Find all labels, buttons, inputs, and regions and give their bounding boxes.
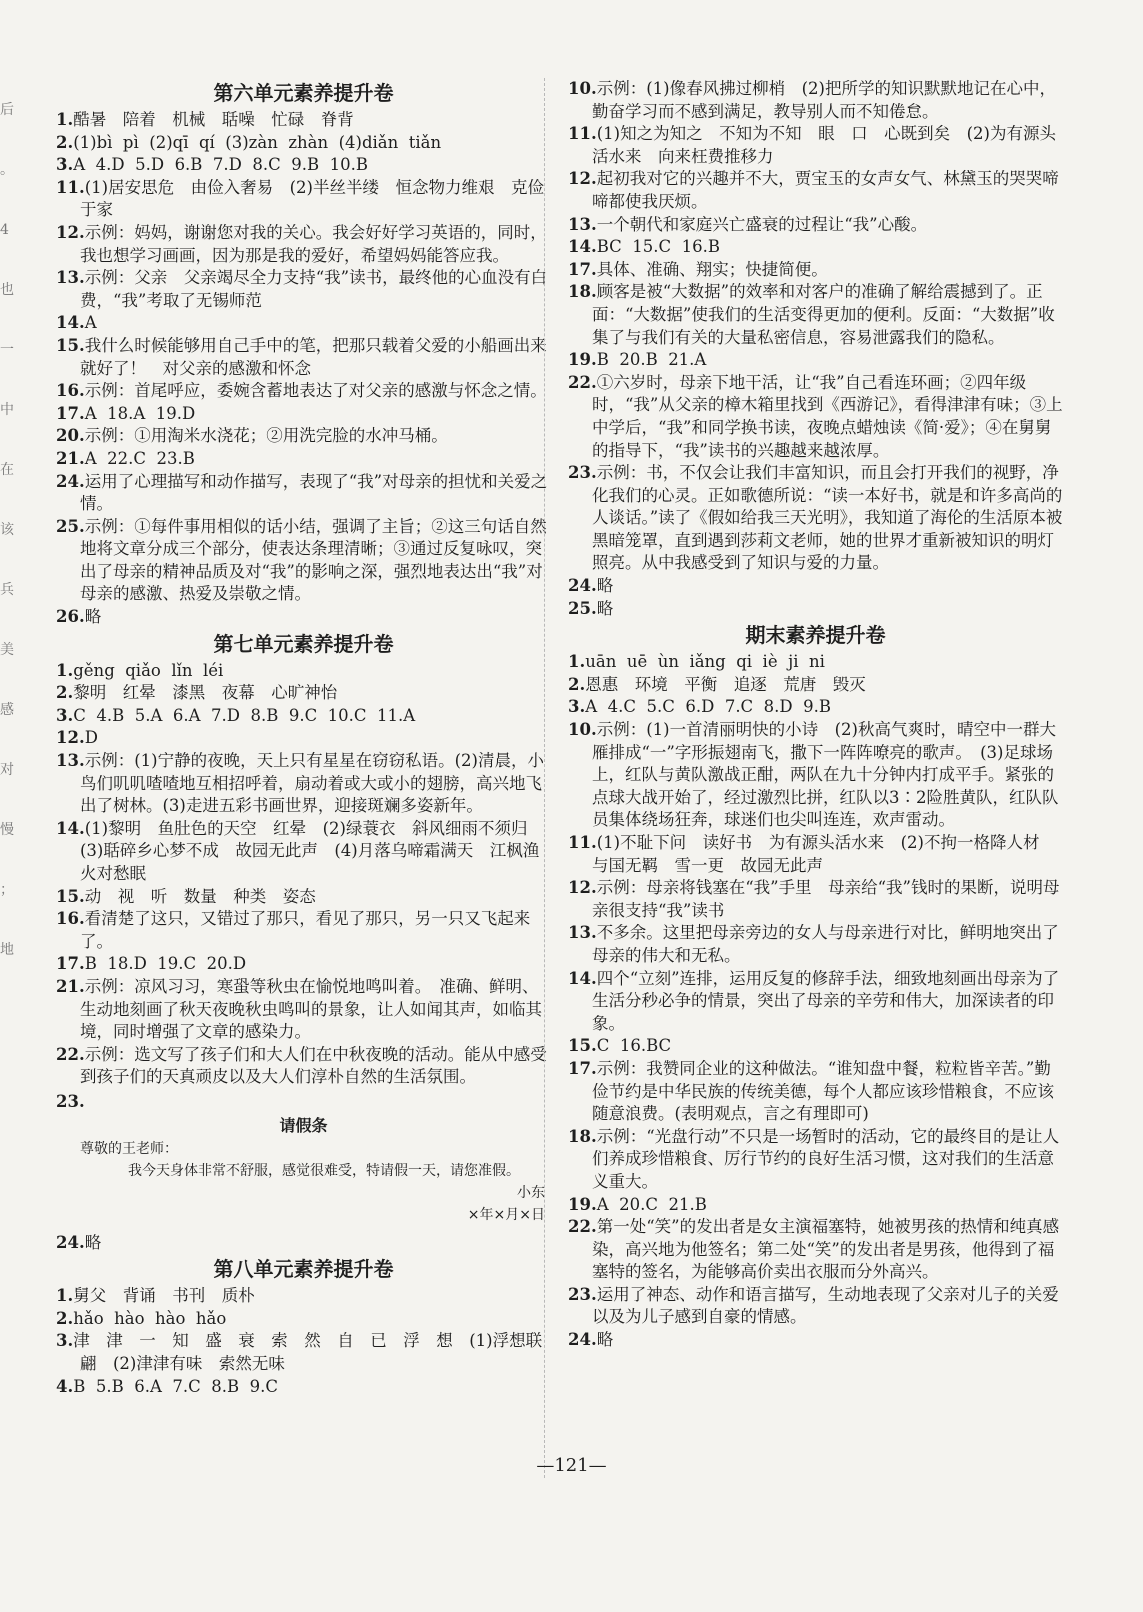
- question-number: 2.: [568, 674, 586, 694]
- note-title: 请假条: [279, 1115, 328, 1135]
- answer-item: [56, 908, 551, 953]
- question-number: 18.: [568, 1126, 597, 1146]
- answer-text: 示例：(1)一首清丽明快的小诗 (2)秋高气爽时，晴空中一群大雁排成“一”字形振翅南飞，撒下一阵阵嘹亮的歌声。 (3)足球场上，红队与黄队激战正酣，两队在九十分钟内打成平手。紧张的点球大战开始了，经过激烈比拼，红队以3∶2险胜黄队，红队队员集体绕场狂奔，球迷们也尖叫连连，欢声雷动。: [592, 720, 1059, 830]
- answer-text: 示例：书，不仅会让我们丰富知识，而且会打开我们的视野，净化我们的心灵。正如歌德所说：“读一本好书，就是和许多高尚的人谈话。”读了《假如给我三天光明》，我知道了海伦的生活原本被黑暗笼罩，直到遇到莎莉文老师，她的世界才重新被知识的明灯照亮。从中我感受到了知识与爱的力量。: [592, 463, 1063, 573]
- answer-text: 示例：选文写了孩子们和大人们在中秋夜晚的活动。能从中感受到孩子们的天真顽皮以及大人们淳朴自然的生活氛围。: [80, 1044, 547, 1087]
- answer-item: [56, 132, 551, 155]
- answer-item: [568, 78, 1063, 123]
- answer-item: [56, 448, 551, 471]
- answer-item: [568, 214, 1063, 237]
- question-number: 21.: [56, 448, 85, 468]
- answer-item: [568, 1194, 1063, 1217]
- question-number: 2.: [56, 683, 74, 703]
- answer-text: (1)居安思危 由俭入奢易 (2)半丝半缕 恒念物力维艰 克俭于家: [80, 177, 544, 220]
- question-number: 14.: [568, 968, 597, 988]
- answer-item: [56, 682, 551, 705]
- answer-item: [568, 598, 1063, 621]
- answer-text: 一个朝代和家庭兴亡盛衰的过程让“我”心酸。: [596, 214, 928, 234]
- question-number: 10.: [568, 720, 597, 740]
- question-number: 1.: [56, 110, 74, 129]
- question-number: 16.: [56, 909, 85, 929]
- answer-text: A 20.C 21.B: [596, 1194, 707, 1214]
- answer-text: BC 15.C 16.B: [596, 237, 720, 257]
- answer-text: 动 视 听 数量 种类 姿态: [84, 886, 316, 906]
- answer-text: ①六岁时，母亲下地干活，让“我”自己看连环画；②四年级时，“我”从父亲的樟木箱里找到《西游记》，看得津津有味；③上中学后，“我”和同学换书读，夜晚点蜡烛读《简·爱》；④在舅舅的指导下，“我”读书的兴趣越来越浓厚。: [592, 372, 1063, 460]
- question-number: 13.: [568, 923, 597, 943]
- answer-text: 示例：(1)像春风拂过柳梢 (2)把所学的知识默默地记在心中，勤奋学习而不感到满足，教导别人而不知倦怠。: [592, 79, 1056, 121]
- question-number: 23.: [568, 1284, 597, 1304]
- answer-item: [568, 168, 1063, 213]
- section-title: 第八单元素养提升卷: [213, 1257, 394, 1282]
- answer-text: 示例：①用淘米水浇花；②用洗完脸的水冲马桶。: [84, 426, 448, 446]
- answer-item: [56, 471, 551, 516]
- answer-item: [568, 1058, 1063, 1126]
- answer-text: A 4.C 5.C 6.D 7.C 8.D 9.B: [585, 697, 832, 717]
- question-number: 3.: [56, 1331, 74, 1351]
- answer-item: [568, 259, 1063, 282]
- question-number: 3.: [568, 697, 586, 717]
- answer-item: [568, 651, 1063, 674]
- question-number: 22.: [568, 1217, 597, 1237]
- answer-item: [56, 1091, 551, 1114]
- question-number: 12.: [56, 222, 85, 242]
- edge-char: 美: [0, 642, 14, 658]
- answer-item: [56, 222, 551, 267]
- question-number: 10.: [568, 79, 597, 98]
- answer-item: [56, 818, 551, 886]
- edge-char: 后: [0, 102, 14, 118]
- question-number: 12.: [56, 728, 85, 748]
- answer-text: 顾客是被“大数据”的效率和对客户的准确了解给震撼到了。正面：“大数据”使我们的生活变得更加的便利。反面：“大数据”收集了与我们有关的大量私密信息，容易泄露我们的隐私。: [592, 282, 1055, 347]
- question-number: 24.: [56, 1232, 85, 1252]
- answer-item: [56, 606, 551, 629]
- answer-item: [568, 1126, 1063, 1194]
- answer-text: 略: [84, 1232, 102, 1252]
- answer-item: [56, 516, 551, 606]
- answer-item: [56, 1330, 551, 1375]
- answer-item: [56, 109, 551, 132]
- answer-text: C 4.B 5.A 6.A 7.D 8.B 9.C 10.C 11.A: [73, 705, 416, 725]
- answer-text: 我什么时候能够用自己手中的笔，把那只载着父爱的小船画出来就好了！ 对父亲的感激和怀念: [80, 335, 547, 378]
- answer-text: 黎明 红晕 漆黑 夜幕 心旷神怡: [73, 683, 338, 703]
- edge-char: 中: [0, 402, 14, 418]
- note-greeting: 尊敬的王老师：: [80, 1140, 178, 1157]
- answer-item: [56, 267, 551, 312]
- question-number: 15.: [568, 1036, 597, 1056]
- answer-item: [56, 1285, 551, 1308]
- answer-item: [568, 719, 1063, 832]
- question-number: 20.: [56, 426, 85, 446]
- question-number: 22.: [56, 1044, 85, 1064]
- answer-text: 示例：①每件事用相似的话小结，强调了主旨；②这三句话自然地将文章分成三个部分，使表达条理清晰；③通过反复咏叹，突出了母亲的精神品质及对“我”的影响之深，强烈地表达出“我”对母亲的感激、热爱及崇敬之情。: [80, 516, 547, 604]
- answer-text: (1)黎明 鱼肚色的天空 红晕 (2)绿蓑衣 斜风细雨不须归 (3)聒碎乡心梦不成 故园无此声 (4)月落乌啼霜满天 江枫渔火对愁眠: [80, 818, 544, 883]
- answer-item: [568, 832, 1063, 877]
- question-number: 13.: [56, 268, 85, 288]
- question-number: 11.: [568, 124, 597, 144]
- answer-text: B 18.D 19.C 20.D: [84, 954, 247, 974]
- answer-text: 具体、准确、翔实；快捷简便。: [596, 259, 828, 279]
- edge-char: ；: [0, 882, 14, 898]
- answer-item: [568, 462, 1063, 575]
- edge-char: 地: [0, 942, 14, 958]
- answer-item: [568, 575, 1063, 598]
- edge-char: 在: [0, 462, 14, 478]
- question-number: 12.: [568, 169, 597, 189]
- question-number: 11.: [56, 177, 85, 197]
- question-number: 3.: [56, 155, 74, 175]
- section-title: 第七单元素养提升卷: [213, 631, 394, 656]
- question-number: 17.: [56, 403, 85, 423]
- edge-char: 一: [0, 342, 14, 358]
- note-text: 我今天身体非常不舒服，感觉很难受，特请假一天，请您准假。: [128, 1162, 520, 1179]
- question-number: 25.: [568, 598, 597, 618]
- answer-item: [568, 968, 1063, 1036]
- answer-text: B 20.B 21.A: [596, 350, 707, 370]
- answer-item: [568, 696, 1063, 719]
- answer-text: 第一处“笑”的发出者是女主演福塞特，她被男孩的热情和纯真感染，高兴地为他签名；第二处“笑”的发出者是男孩，他得到了福塞特的签名，为能够高价卖出衣服而分外高兴。: [592, 1217, 1060, 1282]
- right-column: [568, 78, 1063, 1352]
- answer-item: [56, 1232, 551, 1255]
- answer-text: C 16.BC: [596, 1036, 672, 1056]
- answer-item: [56, 1044, 551, 1089]
- answer-item: [568, 1216, 1063, 1284]
- question-number: 24.: [568, 576, 597, 596]
- question-number: 16.: [56, 381, 85, 401]
- answer-text: 略: [596, 576, 614, 596]
- answer-text: 示例：妈妈，谢谢您对我的关心。我会好好学习英语的，同时，我也想学习画画，因为那是我的爱好，希望妈妈能答应我。: [80, 222, 547, 265]
- answer-text: 看清楚了这只，又错过了那只，看见了那只，另一只又飞起来了。: [80, 909, 531, 951]
- note-signature: 小东: [517, 1184, 545, 1201]
- question-number: 17.: [56, 954, 85, 974]
- answer-item: [568, 922, 1063, 967]
- answer-item: [568, 1035, 1063, 1058]
- edge-char: 该: [0, 522, 14, 538]
- question-number: 13.: [56, 751, 85, 771]
- answer-text: 略: [596, 598, 614, 618]
- answer-text: 酷暑 陪着 机械 聒噪 忙碌 脊背: [73, 110, 354, 129]
- answer-text: gěng qiǎo lǐn léi: [73, 660, 224, 680]
- edge-char: 。: [0, 162, 14, 178]
- answer-text: D: [84, 728, 98, 748]
- answer-item: [568, 1329, 1063, 1352]
- question-number: 15.: [56, 886, 85, 906]
- answer-text: 起初我对它的兴趣并不大，贾宝玉的女声女气、林黛玉的哭哭啼啼都使我厌烦。: [592, 169, 1059, 211]
- left-edge-margin: [0, 80, 18, 1480]
- answer-item: [56, 886, 551, 909]
- answer-item: [56, 976, 551, 1044]
- answer-text: 示例：首尾呼应，委婉含蓄地表达了对父亲的感激与怀念之情。: [84, 381, 547, 401]
- question-number: 18.: [568, 282, 597, 302]
- answer-item: [56, 312, 551, 335]
- answer-text: 恩惠 环境 平衡 追逐 荒唐 毁灭: [585, 674, 866, 694]
- question-number: 21.: [56, 976, 85, 996]
- answer-item: [56, 1308, 551, 1331]
- edge-char: 感: [0, 702, 14, 718]
- answer-text: hǎo hào hào hǎo: [73, 1308, 227, 1328]
- question-number: 19.: [568, 1194, 597, 1214]
- question-number: 19.: [568, 350, 597, 370]
- question-number: 22.: [568, 372, 597, 392]
- column-divider: [544, 78, 545, 1478]
- answer-text: 示例：我赞同企业的这种做法。“谁知盘中餐，粒粒皆辛苦。”勤俭节约是中华民族的传统美德，每个人都应该珍惜粮食，不应该随意浪费。(表明观点，言之有理即可): [592, 1058, 1054, 1124]
- question-number: 24.: [568, 1330, 597, 1350]
- answer-text: 示例：(1)宁静的夜晚，天上只有星星在窃窃私语。(2)清晨，小鸟们叽叽喳喳地互相招呼着，扇动着或大或小的翅膀，高兴地飞出了树林。(3)走进五彩书画世界，迎接斑斓多姿新年。: [80, 751, 544, 816]
- answer-text: B 5.B 6.A 7.C 8.B 9.C: [73, 1376, 278, 1396]
- answer-item: [568, 674, 1063, 697]
- answer-text: A 18.A 19.D: [84, 403, 196, 423]
- leave-note: [56, 1091, 551, 1226]
- question-number: 4.: [56, 1376, 74, 1396]
- answer-item: [56, 1376, 551, 1399]
- answer-item: [568, 1284, 1063, 1329]
- answer-item: [56, 380, 551, 403]
- answer-item: [568, 349, 1063, 372]
- question-number: 14.: [56, 313, 85, 333]
- answer-item: [56, 705, 551, 728]
- edge-char: 4: [0, 222, 9, 238]
- answer-item: [56, 953, 551, 976]
- answer-item: [56, 154, 551, 177]
- question-number: 2.: [56, 1308, 74, 1328]
- edge-char: 对: [0, 762, 14, 778]
- answer-text: 运用了神态、动作和语言描写，生动地表现了父亲对儿子的关爱以及为儿子感到自豪的情感。: [592, 1284, 1059, 1327]
- answer-item: [568, 236, 1063, 259]
- answer-text: 津 津 一 知 盛 衰 索 然 自 已 浮 想 (1)浮想联翩 (2)津津有味 索然无味: [73, 1331, 543, 1373]
- answer-text: 不多余。这里把母亲旁边的女人与母亲进行对比，鲜明地突出了母亲的伟大和无私。: [592, 923, 1059, 965]
- answer-text: 运用了心理描写和动作描写，表现了“我”对母亲的担忧和关爱之情。: [80, 471, 548, 514]
- page-number: —121—: [536, 1455, 607, 1476]
- question-number: 2.: [56, 132, 74, 152]
- answer-text: (1)bì pì (2)qī qí (3)zàn zhàn (4)diǎn tiǎn: [73, 132, 442, 152]
- answer-text: 四个“立刻”连排，运用反复的修辞手法，细致地刻画出母亲为了生活分秒必争的情景，突出了母亲的辛劳和伟大，加深读者的印象。: [592, 968, 1060, 1033]
- question-number: 12.: [568, 878, 597, 898]
- edge-char: 兵: [0, 582, 14, 598]
- note-body: [56, 1138, 551, 1226]
- question-number: 11.: [568, 833, 597, 852]
- answer-item: [56, 177, 551, 222]
- section-title: 第六单元素养提升卷: [213, 81, 394, 105]
- question-number: 23.: [56, 1091, 85, 1111]
- answer-text: 示例：母亲将钱塞在“我”手里 母亲给“我”钱时的果断，说明母亲很支持“我”读书: [592, 878, 1060, 920]
- question-number: 1.: [56, 1286, 74, 1306]
- answer-text: 示例：凉风习习，寒蛩等秋虫在愉悦地鸣叫着。 准确、鲜明、生动地刻画了秋天夜晚秋虫鸣叫的景象，让人如闻其声，如临其境，同时增强了文章的感染力。: [80, 976, 542, 1042]
- answer-text: (1)知之为知之 不知为不知 眼 口 心既到矣 (2)为有源头活水来 向来枉费推移力: [592, 124, 1056, 166]
- question-number: 14.: [568, 237, 597, 257]
- question-number: 1.: [568, 652, 586, 672]
- question-number: 13.: [568, 214, 597, 234]
- question-number: 3.: [56, 705, 74, 725]
- answer-item: [568, 123, 1063, 168]
- question-number: 23.: [568, 463, 597, 483]
- question-number: 1.: [56, 660, 74, 680]
- question-number: 17.: [568, 259, 597, 279]
- edge-char: 也: [0, 282, 14, 298]
- answer-text: 示例：“光盘行动”不只是一场暂时的活动，它的最终目的是让人们养成珍惜粮食、厉行节约的良好生活习惯，这对我们的生活意义重大。: [592, 1126, 1060, 1191]
- question-number: 15.: [56, 335, 85, 355]
- question-number: 14.: [56, 818, 85, 838]
- answer-text: A 4.D 5.D 6.B 7.D 8.C 9.B 10.B: [73, 155, 368, 175]
- answer-text: 略: [596, 1330, 614, 1350]
- answer-text: A 22.C 23.B: [84, 448, 195, 468]
- question-number: 17.: [568, 1058, 597, 1078]
- answer-text: 略: [84, 607, 102, 627]
- answer-text: (1)不耻下问 读好书 为有源头活水来 (2)不拘一格降人材 与国无羁 雪一更 故园无此声: [592, 833, 1056, 875]
- question-number: 26.: [56, 607, 85, 627]
- answer-item: [568, 372, 1063, 462]
- answer-text: 示例：父亲 父亲竭尽全力支持“我”读书，最终他的心血没有白费，“我”考取了无锡师范: [80, 268, 548, 310]
- answer-item: [56, 425, 551, 448]
- answer-item: [56, 727, 551, 750]
- answer-text: 舅父 背诵 书刊 质朴: [73, 1286, 255, 1306]
- section-title: 期末素养提升卷: [745, 623, 886, 648]
- question-number: 25.: [56, 516, 85, 536]
- answer-item: [56, 660, 551, 683]
- answer-text: A: [84, 313, 97, 333]
- left-column: [56, 78, 551, 1398]
- answer-text: uān uē ùn iǎng qi iè ji ni: [585, 652, 825, 672]
- question-number: 24.: [56, 471, 85, 491]
- answer-item: [56, 335, 551, 380]
- answer-item: [56, 403, 551, 426]
- answer-item: [568, 877, 1063, 922]
- note-date: ×年×月×日: [467, 1206, 545, 1223]
- edge-char: 慢: [0, 822, 14, 838]
- answer-item: [568, 281, 1063, 349]
- answer-item: [56, 750, 551, 818]
